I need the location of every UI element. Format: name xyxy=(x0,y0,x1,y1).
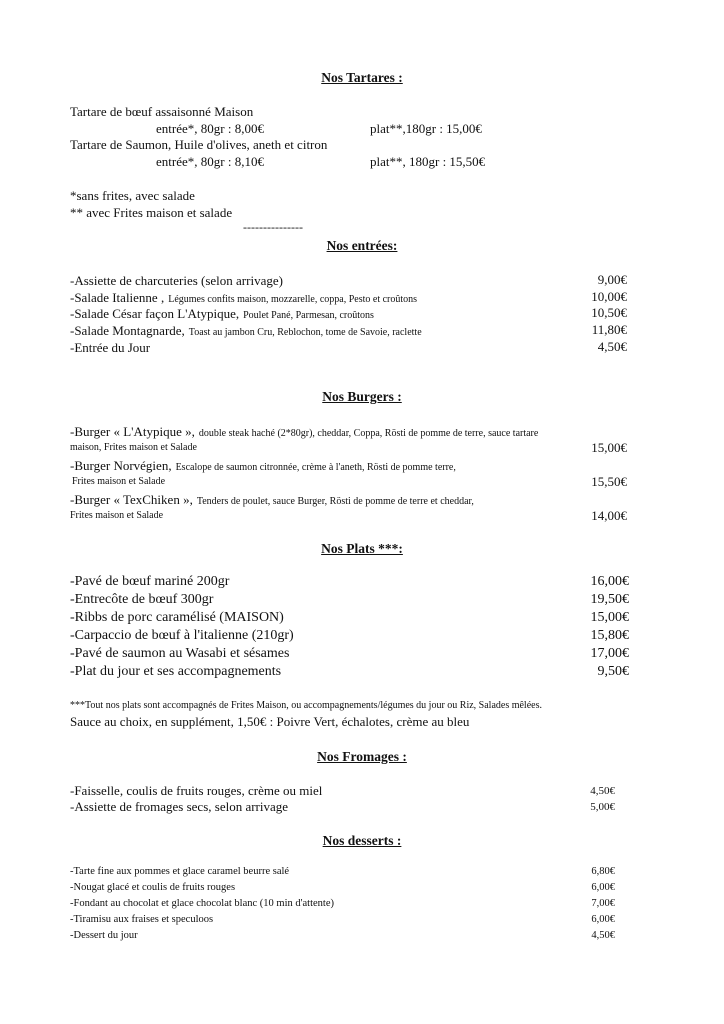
burger-desc: double steak haché (2*80gr), cheddar, Coppa, Rösti de pomme de terre, sauce tartare xyxy=(198,428,539,439)
entree-row xyxy=(70,305,374,323)
plats-heading: Nos Plats ***: xyxy=(321,541,403,556)
plat-price: 19,50€ xyxy=(590,592,629,607)
entree-name: -Entrée du Jour xyxy=(70,340,151,355)
sauce-note: Sauce au choix, en supplément, 1,50€ : Poivre Vert, échalotes, crème au bleu xyxy=(70,714,470,729)
entree-name: -Salade César façon L'Atypique, xyxy=(70,306,240,321)
tartare-saumon-plat: plat**, 180gr : 15,50€ xyxy=(370,154,486,169)
tartare-boeuf-name: Tartare de bœuf assaisonné Maison xyxy=(70,104,254,119)
plat-price: 17,00€ xyxy=(590,646,629,661)
burger-price: 15,00€ xyxy=(591,440,627,455)
entrees-heading: Nos entrées: xyxy=(326,238,398,253)
dessert-price: 6,00€ xyxy=(591,882,615,893)
plat-name: -Pavé de saumon au Wasabi et sésames xyxy=(70,646,290,661)
fromage-price: 5,00€ xyxy=(590,801,615,813)
fromages-heading: Nos Fromages : xyxy=(317,749,407,764)
plat-name: -Entrecôte de bœuf 300gr xyxy=(70,592,214,607)
fromage-name: -Faisselle, coulis de fruits rouges, crème ou miel xyxy=(70,783,323,798)
entree-price: 10,50€ xyxy=(591,305,627,320)
entree-price: 11,80€ xyxy=(591,322,627,337)
plat-price: 15,00€ xyxy=(590,610,629,625)
plat-name: -Plat du jour et ses accompagnements xyxy=(70,664,282,679)
plat-price: 15,80€ xyxy=(590,628,629,643)
entree-desc: Toast au jambon Cru, Reblochon, tome de Savoie, raclette xyxy=(188,327,422,338)
burger-desc-cont: maison, Frites maison et Salade xyxy=(70,442,197,453)
tartares-heading: Nos Tartares : xyxy=(321,70,403,85)
entree-row xyxy=(70,322,422,340)
fromage-name: -Assiette de fromages secs, selon arrivage xyxy=(70,799,289,814)
burger-desc: Tenders de poulet, sauce Burger, Rösti de pomme de terre et cheddar, xyxy=(196,496,474,507)
dessert-name: -Nougat glacé et coulis de fruits rouges xyxy=(70,882,236,893)
plat-price: 16,00€ xyxy=(590,574,629,589)
plat-name: -Ribbs de porc caramélisé (MAISON) xyxy=(70,610,284,625)
dessert-price: 7,00€ xyxy=(591,898,615,909)
desserts-heading: Nos desserts : xyxy=(322,833,402,848)
entree-desc: Poulet Pané, Parmesan, croûtons xyxy=(243,310,374,321)
tartare-saumon-entree: entrée*, 80gr : 8,10€ xyxy=(156,154,264,169)
burgers-heading: Nos Burgers : xyxy=(322,389,402,404)
tartare-boeuf-entree: entrée*, 80gr : 8,00€ xyxy=(156,121,264,136)
plat-name: -Carpaccio de bœuf à l'italienne (210gr) xyxy=(70,628,294,643)
tartare-boeuf-plat: plat**,180gr : 15,00€ xyxy=(370,121,482,136)
dessert-name: -Tiramisu aux fraises et speculoos xyxy=(70,914,214,925)
fromage-price: 4,50€ xyxy=(590,785,615,797)
plat-price: 9,50€ xyxy=(597,664,629,679)
dessert-name: -Fondant au chocolat et glace chocolat blanc (10 min d'attente) xyxy=(70,898,334,909)
burger-row xyxy=(70,423,538,441)
burger-row xyxy=(70,457,456,475)
entree-name: -Salade Italienne , xyxy=(70,290,165,305)
entree-price: 4,50€ xyxy=(597,339,627,354)
dessert-price: 4,50€ xyxy=(591,930,615,941)
burger-desc-cont: Frites maison et Salade xyxy=(72,476,166,487)
plat-name: -Pavé de bœuf mariné 200gr xyxy=(70,574,230,589)
burger-price: 14,00€ xyxy=(591,508,627,523)
burger-desc-cont: Frites maison et Salade xyxy=(70,510,164,521)
dessert-price: 6,00€ xyxy=(591,914,615,925)
section-separator: --------------- xyxy=(243,220,303,234)
burger-desc: Escalope de saumon citronnée, crème à l'aneth, Rösti de pomme terre, xyxy=(175,462,456,473)
entree-price: 9,00€ xyxy=(597,272,627,287)
plats-note: ***Tout nos plats sont accompagnés de Frites Maison, ou accompagnements/légumes du jour ou Riz, Salades mêlées. xyxy=(70,700,542,711)
tartares-note-2: ** avec Frites maison et salade xyxy=(70,205,233,220)
dessert-price: 6,80€ xyxy=(591,866,615,877)
entree-name: -Assiette de charcuteries (selon arrivage) xyxy=(70,273,283,288)
entree-row xyxy=(70,339,150,357)
entree-row xyxy=(70,272,283,290)
dessert-name: -Dessert du jour xyxy=(70,930,138,941)
burger-name: -Burger Norvégien, xyxy=(70,458,172,473)
burger-price: 15,50€ xyxy=(591,474,627,489)
burger-row xyxy=(70,491,474,509)
dessert-name: -Tarte fine aux pommes et glace caramel beurre salé xyxy=(70,866,290,877)
entree-name: -Salade Montagnarde, xyxy=(70,323,185,338)
burger-name: -Burger « L'Atypique », xyxy=(70,424,195,439)
tartares-note-1: *sans frites, avec salade xyxy=(70,188,195,203)
entree-desc: Légumes confits maison, mozzarelle, coppa, Pesto et croûtons xyxy=(168,294,418,305)
burger-name: -Burger « TexChiken », xyxy=(70,492,193,507)
tartare-saumon-name: Tartare de Saumon, Huile d'olives, aneth et citron xyxy=(70,137,328,152)
entree-price: 10,00€ xyxy=(591,289,627,304)
